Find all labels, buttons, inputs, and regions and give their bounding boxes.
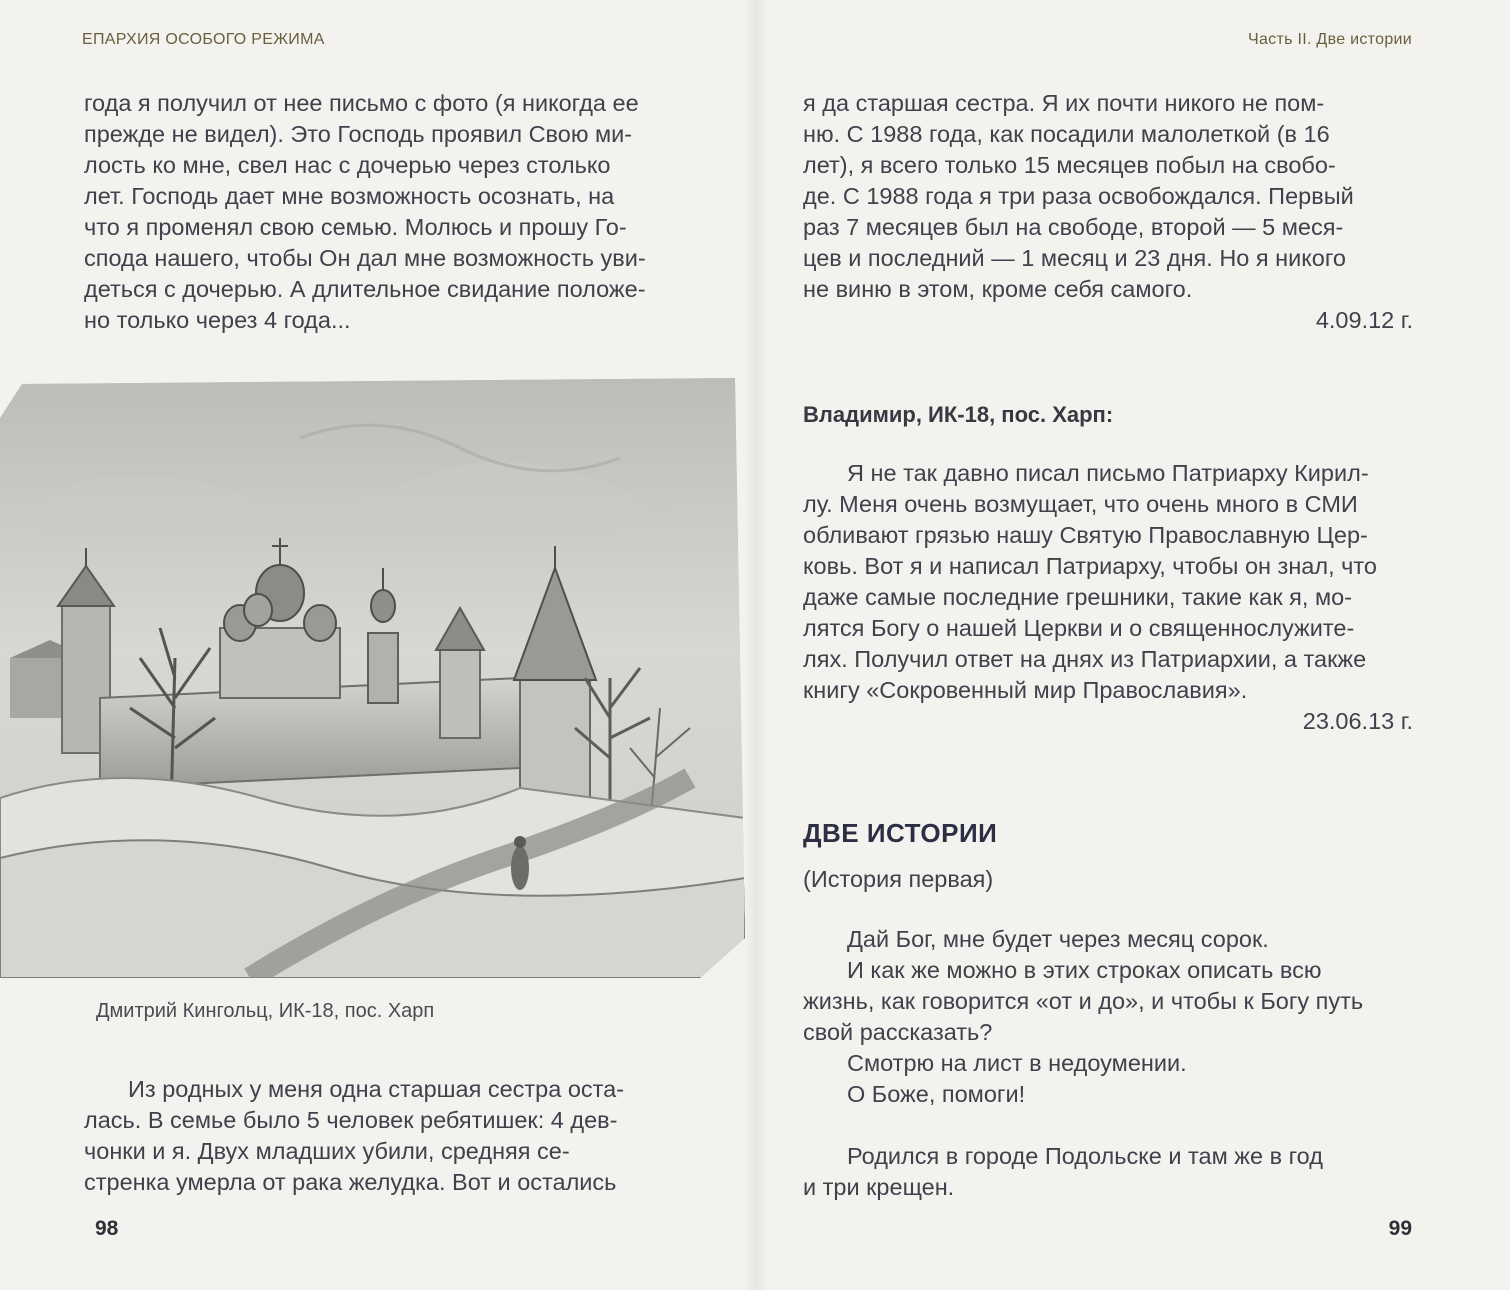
text-line: деться с дочерью. А длительное свидание положе-: [84, 276, 646, 302]
monastery-sketch-illustration: [0, 378, 745, 978]
letter-author: Владимир, ИК-18, пос. Харп:: [803, 402, 1114, 427]
text-line: свой рассказать?: [803, 1019, 993, 1045]
text-line: что я променял свою семью. Молюсь и прошу Го-: [84, 214, 627, 240]
section-title: ДВЕ ИСТОРИИ: [803, 818, 998, 848]
monastery-sketch-icon: [0, 378, 745, 978]
date-signature: 23.06.13 г.: [1302, 708, 1413, 734]
text-line: лет. Господь дает мне возможность осознать, на: [84, 183, 615, 209]
text-line: де. С 1988 года я три раза освобождался. Первый: [803, 183, 1354, 209]
text-line: чонки и я. Двух младших убили, средняя се-: [84, 1138, 570, 1164]
text-line: но только через 4 года...: [84, 307, 351, 333]
text-line: О Боже, помоги!: [847, 1081, 1026, 1107]
text-line: книгу «Сокровенный мир Православия».: [803, 677, 1248, 703]
text-line: стренка умерла от рака желудка. Вот и остались: [84, 1169, 617, 1195]
page-number-right: 99: [1388, 1217, 1412, 1240]
running-head-right: Часть II. Две истории: [1247, 31, 1412, 48]
letter-paragraph: [803, 458, 1413, 737]
text-line: раз 7 месяцев был на свободе, второй — 5 меся-: [803, 214, 1344, 240]
date-signature: 4.09.12 г.: [1315, 307, 1413, 333]
text-line: цев и последний — 1 месяц и 23 дня. Но я никого: [803, 245, 1347, 271]
text-line: я да старшая сестра. Я их почти никого не пом-: [803, 90, 1325, 116]
text-line: лость ко мне, свел нас с дочерью через столько: [84, 152, 611, 178]
text-line: лях. Получил ответ на днях из Патриархии, а также: [803, 646, 1367, 672]
right-page: [755, 0, 1510, 1290]
blank-line: [803, 1110, 1413, 1141]
left-bottom-paragraph: [84, 1074, 696, 1198]
text-line: года я получил от нее письмо с фото (я никогда ее: [84, 90, 639, 116]
text-line: жизнь, как говорится «от и до», и чтобы к Богу путь: [803, 988, 1364, 1014]
text-line: Смотрю на лист в недоумении.: [847, 1050, 1187, 1076]
text-line: обливают грязью нашу Святую Православную Цер-: [803, 522, 1368, 548]
illustration-caption: Дмитрий Кингольц, ИК-18, пос. Харп: [96, 1000, 435, 1022]
running-head-left: ЕПАРХИЯ ОСОБОГО РЕЖИМА: [82, 31, 325, 48]
text-line: и три крещен.: [803, 1174, 955, 1200]
story-paragraph: [803, 924, 1413, 1203]
section-subhead: (История первая): [803, 866, 994, 892]
page-number-left: 98: [95, 1217, 119, 1240]
text-line: Из родных у меня одна старшая сестра оста-: [128, 1076, 625, 1102]
text-line: лятся Богу о нашей Церкви и о священнослужите-: [803, 615, 1355, 641]
text-line: ковь. Вот я и написал Патриарху, чтобы он знал, что: [803, 553, 1377, 579]
text-line: И как же можно в этих строках описать всю: [847, 957, 1322, 983]
text-line: спода нашего, чтобы Он дал мне возможность уви-: [84, 245, 646, 271]
text-line: прежде не видел). Это Господь проявил Свою ми-: [84, 121, 633, 147]
text-line: ню. С 1988 года, как посадили малолеткой (в 16: [803, 121, 1330, 147]
text-line: лу. Меня очень возмущает, что очень много в СМИ: [803, 491, 1358, 517]
text-line: Родился в городе Подольске и там же в год: [847, 1143, 1323, 1169]
text-line: даже самые последние грешники, такие как я, мо-: [803, 584, 1353, 610]
right-top-paragraph: [803, 88, 1413, 336]
text-line: не виню в этом, кроме себя самого.: [803, 276, 1193, 302]
text-line: лась. В семье было 5 человек ребятишек: 4 дев-: [84, 1107, 618, 1133]
left-top-paragraph: [84, 88, 694, 336]
text-line: Дай Бог, мне будет через месяц сорок.: [847, 926, 1269, 952]
text-line: Я не так давно писал письмо Патриарху Кирил-: [847, 460, 1369, 486]
text-line: лет), я всего только 15 месяцев побыл на свобо-: [803, 152, 1336, 178]
